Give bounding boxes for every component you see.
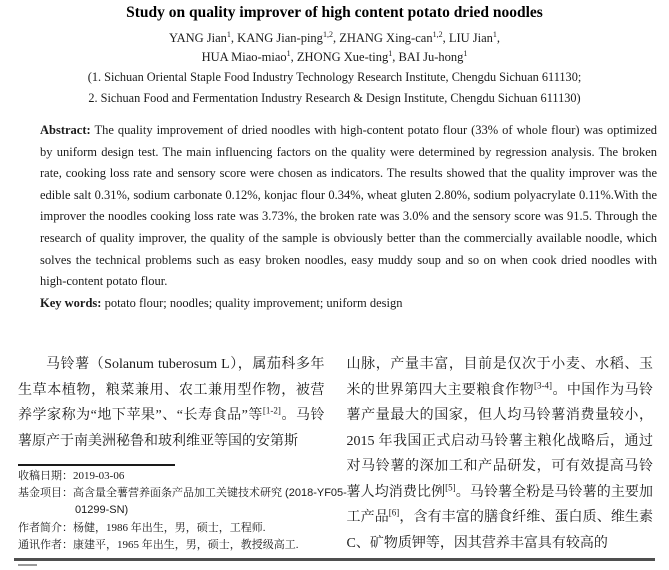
author: , ZHONG Xue-ting — [290, 49, 389, 64]
citation-reference: [5] — [445, 481, 456, 492]
footnote-separator-line — [18, 464, 175, 466]
footnote-received-label: 收稿日期： — [18, 470, 73, 482]
author: , LIU Jian — [442, 31, 493, 45]
author-affiliation-superscript: 1 — [492, 29, 497, 39]
body-text: 山脉，产量丰富，目前是仅次于小麦、水稻、玉米的世界第四大主要粮食作物 — [346, 357, 653, 398]
affiliation-line-2: 2. Sichuan Food and Fermentation Industry Research & Design Institute, Chengdu Sichuan 611130) — [88, 90, 581, 105]
page-bottom-short-rule — [18, 564, 37, 566]
body-paragraph — [18, 352, 325, 454]
body-column-left — [18, 352, 325, 456]
author: YANG Jian — [168, 31, 227, 45]
citation-reference: [1-2] — [262, 405, 281, 416]
footnote-received-date — [18, 468, 348, 485]
footnote-fund-project — [18, 485, 348, 519]
footnotes-block — [18, 468, 348, 554]
author-affiliation-superscript: 1 — [226, 29, 231, 39]
footnote-corresponding-label: 通讯作者： — [18, 538, 73, 551]
affiliations-block — [0, 67, 669, 108]
body-text: 马铃薯（Solanum tuberosum L），属茄科多年生草本植物，粮菜兼用、农工兼用型作物，被营养学家称为“地下苹果”、“长寿食品”等 — [18, 357, 325, 423]
body-text: 。中国作为马铃薯产量最大的国家，但人均马铃薯消费量较小，2015 年我国正式启动马铃薯主粮化战略后，通过对马铃薯的深加工和产品研发，可有效提高马铃薯人均消费比例 — [346, 382, 653, 500]
footnote-fund-value: 高含量全薯营养面条产品加工关键技术研究 (2018-YF05-01299-SN) — [73, 487, 347, 517]
authors-line-2 — [0, 48, 669, 67]
author: , ZHANG Xing-can — [332, 31, 433, 45]
footnote-corresponding-author — [18, 537, 348, 554]
footnote-fund-label: 基金项目： — [18, 487, 73, 500]
footnote-author-bio — [18, 520, 348, 537]
keywords-line — [40, 293, 657, 315]
author-affiliation-superscript: 1 — [388, 48, 393, 58]
keywords-label: Key words: — [40, 295, 102, 310]
author-affiliation-superscript: 1 — [463, 48, 468, 58]
footnote-author-value: 杨健，1986 年出生，男，硕士，工程师. — [73, 521, 266, 534]
author: , KANG Jian-ping — [230, 31, 323, 45]
abstract-label: Abstract: — [40, 123, 91, 137]
body-text: 。马铃薯原产于南美洲秘鲁和玻利维亚等国的安第斯 — [18, 408, 325, 449]
author: HUA Miao-miao — [201, 49, 287, 64]
authors-block — [0, 29, 669, 66]
body-paragraph — [347, 352, 654, 556]
body-text: ，含有丰富的膳食纤维、蛋白质、维生素 C、矿物质钾等，因其营养丰富具有较高的 — [346, 510, 653, 551]
authors-line-1 — [0, 29, 669, 48]
author-affiliation-superscript: 1 — [286, 48, 291, 58]
paper-title: Study on quality improver of high content potato dried noodles — [126, 4, 543, 21]
authors-line-tail: , — [496, 31, 501, 45]
keywords-text: potato flour; noodles; quality improvement; uniform design — [101, 295, 403, 310]
body-text: 。马铃薯全粉是马铃薯的主要加工产品 — [346, 484, 653, 525]
author-affiliation-superscript: 1,2 — [432, 29, 443, 39]
body-column-right — [347, 352, 654, 558]
author-affiliation-superscript: 1,2 — [322, 29, 333, 39]
citation-reference: [6] — [388, 507, 400, 518]
affiliation-line-1: (1. Sichuan Oriental Staple Food Industry Technology Research Institute, Chengdu Sichuan 611130; — [87, 70, 582, 84]
footnote-corresponding-value: 康建平，1965 年出生，男，硕士，教授级高工. — [73, 538, 299, 551]
abstract-text: The quality improvement of dried noodles with high-content potato flour (33% of whole flour) was optimized by uniform design test. The main influencing factors on the quality were determined by regression analysis. The broken rate, cooking loss rate and sensory score were chosen as indicators. The results showed that the quality improver was the edible salt 0.31%, sodium carbonate 0.12%, konjac flour 0.34%, wheat gluten 2.80%, sodium polyacrylate 0.11%.With the improver the noodles cooking loss rate was 3.73%, the broken rate was 3.0% and the sensory score was 91.5. Through the research of quality improver, the quality of the sample is obviously better than the commercially available noodle, which solves the technical problems such as easy broken noodles, easy muddy soup and so on when cook dried noodles with high-content potato flour. — [40, 123, 657, 289]
footnote-received-value: 2019-03-06 — [73, 470, 125, 482]
citation-reference: [3-4] — [534, 379, 553, 390]
footnote-author-label: 作者简介： — [18, 521, 73, 534]
page-bottom-rule — [14, 558, 655, 561]
author: , BAI Ju-hong — [392, 49, 464, 64]
abstract-block — [40, 120, 657, 314]
